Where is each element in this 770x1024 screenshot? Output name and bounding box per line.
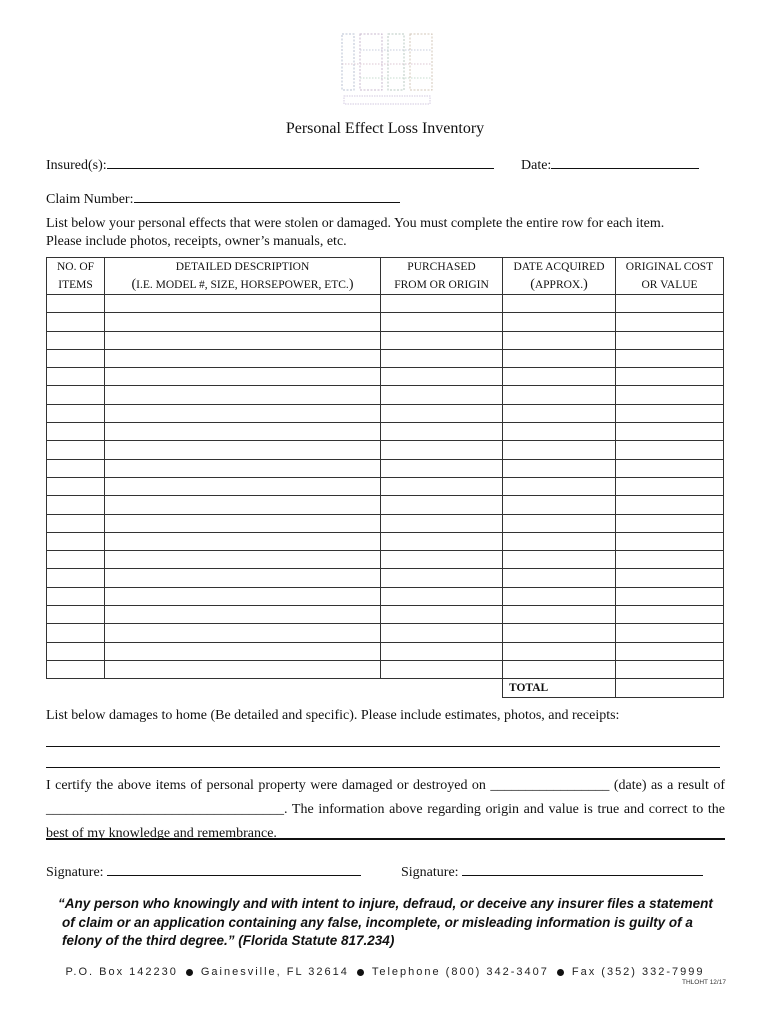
table-cell[interactable] (616, 404, 724, 422)
table-cell[interactable] (503, 624, 616, 642)
table-cell[interactable] (503, 551, 616, 569)
header-date-acquired: DATE ACQUIRED (APPROX.) (503, 258, 616, 295)
table-cell[interactable] (105, 368, 381, 386)
table-cell[interactable] (503, 569, 616, 587)
signature-2 (401, 862, 703, 881)
table-row (47, 514, 724, 532)
table-cell[interactable] (381, 624, 503, 642)
company-logo (340, 32, 434, 108)
table-cell[interactable] (47, 532, 105, 550)
table-cell[interactable] (616, 368, 724, 386)
table-cell[interactable] (105, 624, 381, 642)
table-cell[interactable] (381, 496, 503, 514)
table-row (47, 441, 724, 459)
table-cell[interactable] (47, 587, 105, 605)
table-cell[interactable] (503, 441, 616, 459)
table-cell[interactable] (47, 423, 105, 441)
table-cell[interactable] (47, 642, 105, 660)
table-cell[interactable] (503, 386, 616, 404)
signature-1-field[interactable] (107, 862, 361, 876)
table-cell[interactable] (616, 532, 724, 550)
table-cell[interactable] (47, 313, 105, 331)
table-cell[interactable] (616, 477, 724, 495)
total-row (47, 679, 724, 697)
table-cell[interactable] (381, 660, 503, 678)
table-cell[interactable] (105, 423, 381, 441)
form-code: THLOHT 12/17 (682, 979, 726, 986)
table-cell[interactable] (503, 660, 616, 678)
table-cell[interactable] (503, 423, 616, 441)
table-cell[interactable] (47, 569, 105, 587)
table-cell[interactable] (616, 624, 724, 642)
header-purchased-from: PURCHASED FROM OR ORIGIN (381, 258, 503, 295)
table-cell[interactable] (105, 441, 381, 459)
table-row (47, 331, 724, 349)
table-cell[interactable] (616, 331, 724, 349)
table-row (47, 551, 724, 569)
table-row (47, 368, 724, 386)
header-items: NO. OF ITEMS (47, 258, 105, 295)
table-cell[interactable] (47, 551, 105, 569)
footer-po-box: P.O. Box 142230 (65, 966, 178, 978)
table-cell[interactable] (105, 331, 381, 349)
table-cell[interactable] (503, 477, 616, 495)
table-cell[interactable] (105, 477, 381, 495)
date-row (521, 155, 699, 174)
table-cell[interactable] (47, 386, 105, 404)
table-cell[interactable] (503, 349, 616, 367)
table-cell[interactable] (47, 514, 105, 532)
table-cell[interactable] (503, 532, 616, 550)
table-cell[interactable] (47, 441, 105, 459)
table-cell[interactable] (616, 551, 724, 569)
signature-1 (46, 862, 361, 881)
table-cell[interactable] (381, 587, 503, 605)
table-cell[interactable] (616, 349, 724, 367)
table-cell[interactable] (503, 295, 616, 313)
table-cell[interactable] (105, 313, 381, 331)
divider (46, 838, 725, 840)
table-header-row (47, 258, 724, 295)
table-cell[interactable] (105, 551, 381, 569)
table-cell[interactable] (381, 551, 503, 569)
instructions-line-1: List below your personal effects that were stolen or damaged. You must complete the entire row for each item. (46, 216, 665, 231)
damages-label: List below damages to home (Be detailed and specific). Please include estimates, photos, and receipts: (46, 708, 620, 723)
table-cell[interactable] (381, 331, 503, 349)
table-row (47, 587, 724, 605)
table-row (47, 532, 724, 550)
warning-line-2: of claim or an application containing any false, incomplete, or misleading information is guilty of a (62, 914, 693, 930)
table-cell[interactable] (381, 642, 503, 660)
table-cell[interactable] (503, 587, 616, 605)
table-row (47, 404, 724, 422)
warning-line-1: “Any person who knowingly and with intent to injure, defraud, or deceive any insurer files a statement (58, 896, 713, 911)
table-row (47, 624, 724, 642)
table-cell[interactable] (616, 642, 724, 660)
damages-line-1[interactable] (46, 746, 720, 747)
table-cell[interactable] (47, 349, 105, 367)
table-cell[interactable] (616, 569, 724, 587)
table-cell[interactable] (616, 423, 724, 441)
table-cell[interactable] (503, 368, 616, 386)
table-row (47, 295, 724, 313)
claim-number-field[interactable] (134, 189, 400, 203)
page-title: Personal Effect Loss Inventory (285, 120, 485, 137)
table-cell[interactable] (47, 624, 105, 642)
table-cell[interactable] (616, 514, 724, 532)
table-cell[interactable] (381, 569, 503, 587)
table-cell[interactable] (503, 331, 616, 349)
table-cell[interactable] (616, 587, 724, 605)
spacer-cell (47, 679, 105, 697)
bullet-icon (186, 969, 193, 976)
warning-line-3: felony of the third degree.” (Florida Statute 817.234) (62, 933, 395, 948)
table-row (47, 642, 724, 660)
table-row (47, 606, 724, 624)
instructions-line-2: Please include photos, receipts, owner’s manuals, etc. (46, 234, 347, 249)
table-row (47, 313, 724, 331)
table-cell[interactable] (503, 313, 616, 331)
spacer-cell (381, 679, 503, 697)
fraud-warning (58, 895, 718, 951)
footer-fax: Fax (352) 332-7999 (571, 966, 705, 978)
table-cell[interactable] (616, 660, 724, 678)
table-cell[interactable] (381, 606, 503, 624)
table-cell[interactable] (503, 514, 616, 532)
table-cell[interactable] (616, 606, 724, 624)
table-cell[interactable] (105, 404, 381, 422)
table-row (47, 660, 724, 678)
table-cell[interactable] (381, 514, 503, 532)
table-cell[interactable] (47, 496, 105, 514)
table-cell[interactable] (105, 660, 381, 678)
table-cell[interactable] (381, 313, 503, 331)
date-field[interactable] (551, 155, 699, 169)
table-row (47, 423, 724, 441)
table-cell[interactable] (503, 459, 616, 477)
table-cell[interactable] (105, 532, 381, 550)
bullet-icon (557, 969, 564, 976)
table-cell[interactable] (105, 587, 381, 605)
total-label: TOTAL (503, 679, 616, 697)
table-cell[interactable] (47, 368, 105, 386)
table-cell[interactable] (381, 404, 503, 422)
total-value-cell[interactable] (616, 679, 724, 697)
footer-city: Gainesville, FL 32614 (200, 966, 349, 978)
claim-row (46, 189, 400, 208)
table-cell[interactable] (616, 313, 724, 331)
table-cell[interactable] (381, 477, 503, 495)
table-row (47, 386, 724, 404)
table-cell[interactable] (105, 386, 381, 404)
table-cell[interactable] (47, 295, 105, 313)
table-cell[interactable] (616, 386, 724, 404)
table-cell[interactable] (105, 295, 381, 313)
instructions (46, 215, 726, 251)
damages-line-2[interactable] (46, 767, 720, 768)
table-cell[interactable] (616, 295, 724, 313)
signature-1-label: Signature: (46, 865, 104, 880)
table-cell[interactable] (105, 514, 381, 532)
table-cell[interactable] (47, 660, 105, 678)
table-row (47, 459, 724, 477)
table-cell[interactable] (105, 569, 381, 587)
table-cell[interactable] (503, 496, 616, 514)
footer-contact (0, 966, 770, 978)
table-cell[interactable] (381, 532, 503, 550)
table-cell[interactable] (381, 423, 503, 441)
spacer-cell (105, 679, 381, 697)
table-row (47, 496, 724, 514)
table-cell[interactable] (381, 295, 503, 313)
table-cell[interactable] (616, 496, 724, 514)
table-cell[interactable] (105, 606, 381, 624)
bullet-icon (357, 969, 364, 976)
table-row (47, 349, 724, 367)
table-cell[interactable] (47, 404, 105, 422)
table-cell[interactable] (381, 349, 503, 367)
table-cell[interactable] (105, 459, 381, 477)
insured-field[interactable] (107, 155, 494, 169)
table-cell[interactable] (616, 441, 724, 459)
table-cell[interactable] (381, 368, 503, 386)
table-cell[interactable] (47, 477, 105, 495)
inventory-table (46, 257, 724, 698)
table-cell[interactable] (381, 386, 503, 404)
table-cell[interactable] (105, 496, 381, 514)
signature-2-label: Signature: (401, 865, 459, 880)
insured-row (46, 155, 494, 174)
certification-text: I certify the above items of personal property were damaged or destroyed on _________________ (date) as a result of __________________________________. The information above regarding origin and value is true and correct to the best of my knowledge and remembrance. (46, 778, 725, 841)
table-row (47, 477, 724, 495)
table-cell[interactable] (503, 404, 616, 422)
table-cell[interactable] (503, 606, 616, 624)
signature-2-field[interactable] (462, 862, 703, 876)
table-cell[interactable] (381, 459, 503, 477)
date-label: Date: (521, 158, 552, 173)
insured-label: Insured(s): (46, 158, 107, 173)
table-cell[interactable] (47, 331, 105, 349)
table-row (47, 569, 724, 587)
table-cell[interactable] (47, 606, 105, 624)
table-cell[interactable] (503, 642, 616, 660)
table-cell[interactable] (47, 459, 105, 477)
header-original-cost: ORIGINAL COST OR VALUE (616, 258, 724, 295)
claim-label: Claim Number: (46, 192, 134, 207)
header-description: DETAILED DESCRIPTION (I.E. MODEL #, SIZE, HORSEPOWER, ETC.) (105, 258, 381, 295)
table-cell[interactable] (616, 459, 724, 477)
table-cell[interactable] (105, 642, 381, 660)
table-cell[interactable] (381, 441, 503, 459)
table-cell[interactable] (105, 349, 381, 367)
footer-telephone: Telephone (800) 342-3407 (371, 966, 549, 978)
